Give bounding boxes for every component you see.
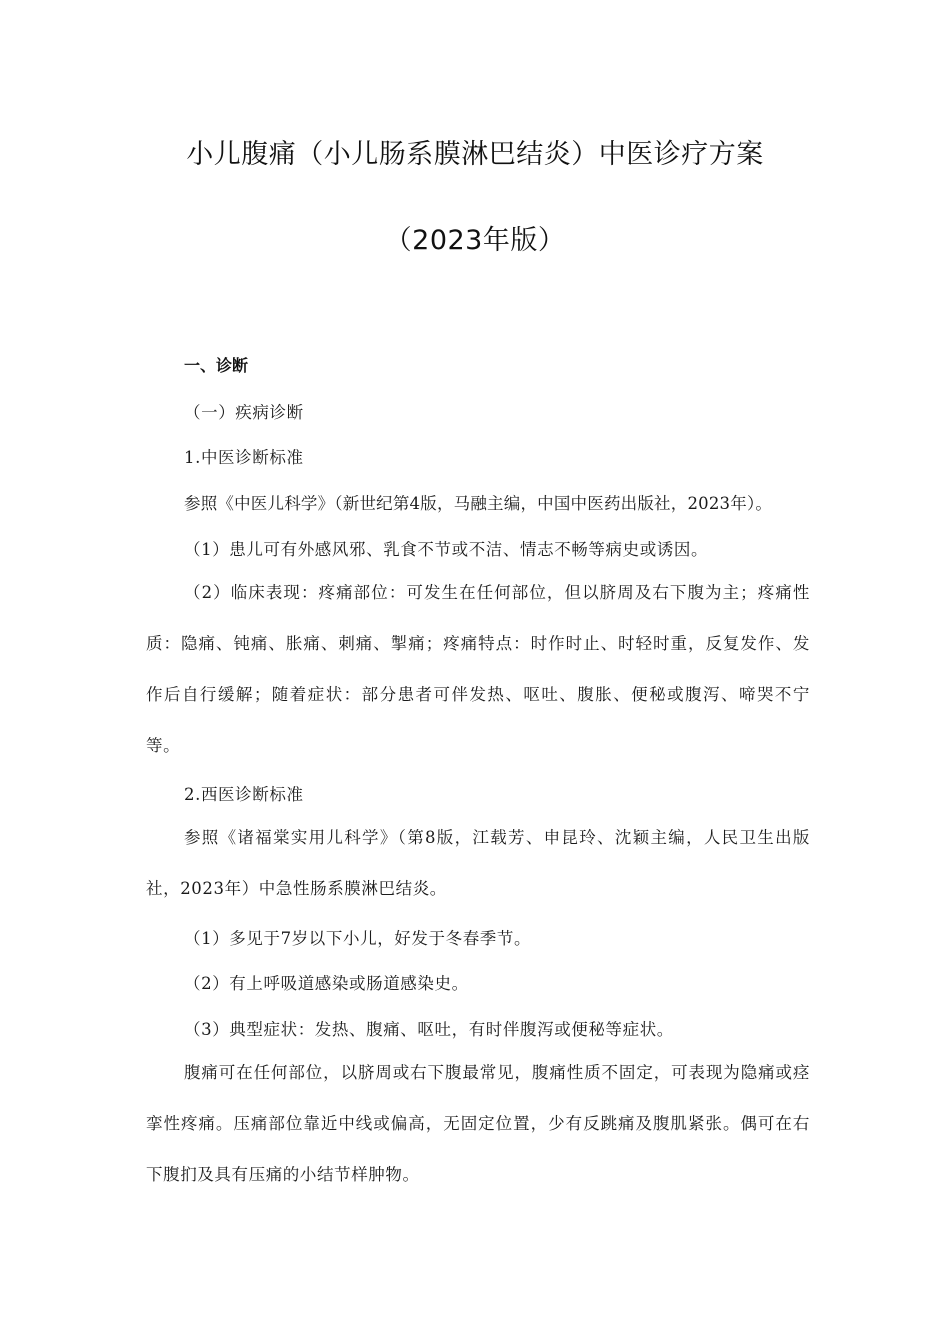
tcm-criteria-heading: 1.中医诊断标准 xyxy=(184,448,304,467)
western-criteria-point-1: （1）多见于7岁以下小儿，好发于冬春季节。 xyxy=(184,929,532,948)
subsection-heading-disease-diagnosis: （一）疾病诊断 xyxy=(184,403,304,422)
document-title: 小儿腹痛（小儿肠系膜淋巴结炎）中医诊疗方案 xyxy=(186,139,764,170)
western-criteria-heading: 2.西医诊断标准 xyxy=(184,785,304,804)
western-criteria-reference: 参照《诸福棠实用儿科学》（第8版，江载芳、申昆玲、沈颖主编，人民卫生出版社，2023年）中急性肠系膜淋巴结炎。 xyxy=(146,828,810,898)
section-heading-diagnosis: 一、诊断 xyxy=(184,356,249,375)
tcm-criteria-point-2: （2）临床表现：疼痛部位：可发生在任何部位，但以脐周及右下腹为主；疼痛性质：隐痛、钝痛、胀痛、刺痛、掣痛；疼痛特点：时作时止、时轻时重，反复发作、发作后自行缓解；随着症状：部分患者可伴发热、呕吐、腹胀、便秘或腹泻、啼哭不宁等。 xyxy=(146,583,810,755)
tcm-criteria-point-1: （1）患儿可有外感风邪、乳食不节或不洁、情志不畅等病史或诱因。 xyxy=(184,540,709,559)
tcm-criteria-reference: 参照《中医儿科学》（新世纪第4版，马融主编，中国中医药出版社，2023年）。 xyxy=(184,494,773,513)
document-subtitle: （2023年版） xyxy=(384,225,566,256)
western-criteria-point-3: （3）典型症状：发热、腹痛、呕吐，有时伴腹泻或便秘等症状。 xyxy=(184,1020,674,1039)
western-criteria-point-2: （2）有上呼吸道感染或肠道感染史。 xyxy=(184,974,469,993)
abdominal-pain-description: 腹痛可在任何部位，以脐周或右下腹最常见，腹痛性质不固定，可表现为隐痛或痉挛性疼痛。压痛部位靠近中线或偏高，无固定位置，少有反跳痛及腹肌紧张。偶可在右下腹扪及具有压痛的小结节样肿物。 xyxy=(146,1063,810,1184)
